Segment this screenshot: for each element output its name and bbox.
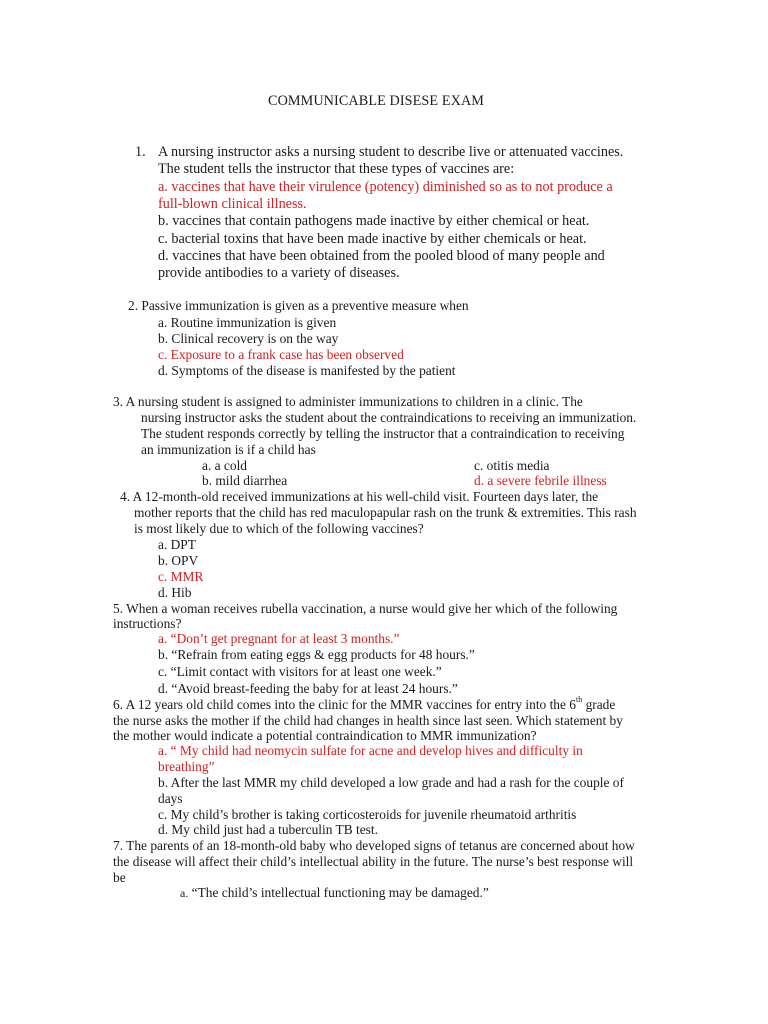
q7-option-a-text: “The child’s intellectual functioning may be damaged.” xyxy=(188,885,489,900)
q2-option-c: c. Exposure to a frank case has been observed xyxy=(158,347,404,362)
q2-option-b: b. Clinical recovery is on the way xyxy=(158,331,339,346)
q4-option-c: c. MMR xyxy=(158,569,204,584)
q6-option-a-line2: breathing” xyxy=(158,759,215,774)
q5-option-b: b. “Refrain from eating eggs & egg products for 48 hours.” xyxy=(158,647,475,662)
q2-stem: 2. Passive immunization is given as a preventive measure when xyxy=(128,298,469,313)
q1-option-a-line2: full-blown clinical illness. xyxy=(158,196,307,212)
q2-option-a: a. Routine immunization is given xyxy=(158,315,337,330)
q6-stem-line3: the mother would indicate a potential contraindication to MMR immunization? xyxy=(113,728,537,743)
q3-stem-line3: The student responds correctly by telling the instructor that a contraindication to receiving xyxy=(141,426,625,441)
q4-stem-line1: 4. A 12-month-old received immunizations at his well-child visit. Fourteen days later, the xyxy=(120,489,599,504)
q5-option-c: c. “Limit contact with visitors for at least one week.” xyxy=(158,664,442,679)
q7-stem-line2: the disease will affect their child’s intellectual ability in the future. The nurse’s best response will xyxy=(113,854,634,869)
q7-option-a-letter: a. xyxy=(180,886,189,900)
q5-stem-line1: 5. When a woman receives rubella vaccination, a nurse would give her which of the following xyxy=(113,601,618,616)
q1-option-d-line1: d. vaccines that have been obtained from the pooled blood of many people and xyxy=(158,248,605,264)
q6-stem-line1-text: 6. A 12 years old child comes into the clinic for the MMR vaccines for entry into the 6 xyxy=(113,697,576,712)
q7-stem-line1: 7. The parents of an 18-month-old baby who developed signs of tetanus are concerned about how xyxy=(113,838,635,853)
q6-option-d: d. My child just had a tuberculin TB test. xyxy=(158,822,378,837)
q1-option-c: c. bacterial toxins that have been made inactive by either chemicals or heat. xyxy=(158,231,587,247)
q1-option-d-line2: provide antibodies to a variety of diseases. xyxy=(158,265,400,281)
q5-stem-line2: instructions? xyxy=(113,616,182,631)
q3-option-c: c. otitis media xyxy=(474,458,550,473)
q3-stem-line1: 3. A nursing student is assigned to administer immunizations to children in a clinic. The xyxy=(113,394,583,409)
page-title: COMMUNICABLE DISESE EXAM xyxy=(268,93,485,109)
q6-stem-line1-end: grade xyxy=(582,697,616,712)
q5-option-a: a. “Don’t get pregnant for at least 3 months.” xyxy=(158,631,400,646)
q7-option-a xyxy=(180,886,489,899)
q1-stem-line1: A nursing instructor asks a nursing student to describe live or attenuated vaccines. xyxy=(158,144,624,160)
q2-option-d: d. Symptoms of the disease is manifested by the patient xyxy=(158,363,456,378)
q1-option-a-line1: a. vaccines that have their virulence (potency) diminished so as to not produce a xyxy=(158,179,613,195)
q3-option-b: b. mild diarrhea xyxy=(202,473,288,488)
q1-stem-line2: The student tells the instructor that these types of vaccines are: xyxy=(158,161,515,177)
q4-option-b: b. OPV xyxy=(158,553,199,568)
q1-option-b: b. vaccines that contain pathogens made inactive by either chemical or heat. xyxy=(158,213,590,229)
q4-stem-line3: is most likely due to which of the following vaccines? xyxy=(134,521,424,536)
q6-superscript: th xyxy=(576,695,583,704)
q4-option-a: a. DPT xyxy=(158,537,196,552)
q6-stem-line1 xyxy=(113,695,616,712)
q6-stem-line2: the nurse asks the mother if the child had changes in health since last seen. Which statement by xyxy=(113,713,623,728)
q3-option-a: a. a cold xyxy=(202,458,247,473)
q4-stem-line2: mother reports that the child has red maculopapular rash on the trunk & extremities. This rash xyxy=(134,505,637,520)
q7-stem-line3: be xyxy=(113,870,126,885)
q1-number: 1. xyxy=(135,144,146,160)
q4-option-d: d. Hib xyxy=(158,585,192,600)
q3-option-d: d. a severe febrile illness xyxy=(474,473,607,488)
q6-option-a-line1: a. “ My child had neomycin sulfate for acne and develop hives and difficulty in xyxy=(158,743,583,758)
q5-option-d: d. “Avoid breast-feeding the baby for at least 24 hours.” xyxy=(158,681,458,696)
q6-option-b-line2: days xyxy=(158,791,183,806)
q6-option-c: c. My child’s brother is taking corticosteroids for juvenile rheumatoid arthritis xyxy=(158,807,577,822)
q6-option-b-line1: b. After the last MMR my child developed a low grade and had a rash for the couple of xyxy=(158,775,624,790)
q3-stem-line2: nursing instructor asks the student about the contraindications to receiving an immunization. xyxy=(141,410,637,425)
q3-stem-line4: an immunization is if a child has xyxy=(141,442,316,457)
